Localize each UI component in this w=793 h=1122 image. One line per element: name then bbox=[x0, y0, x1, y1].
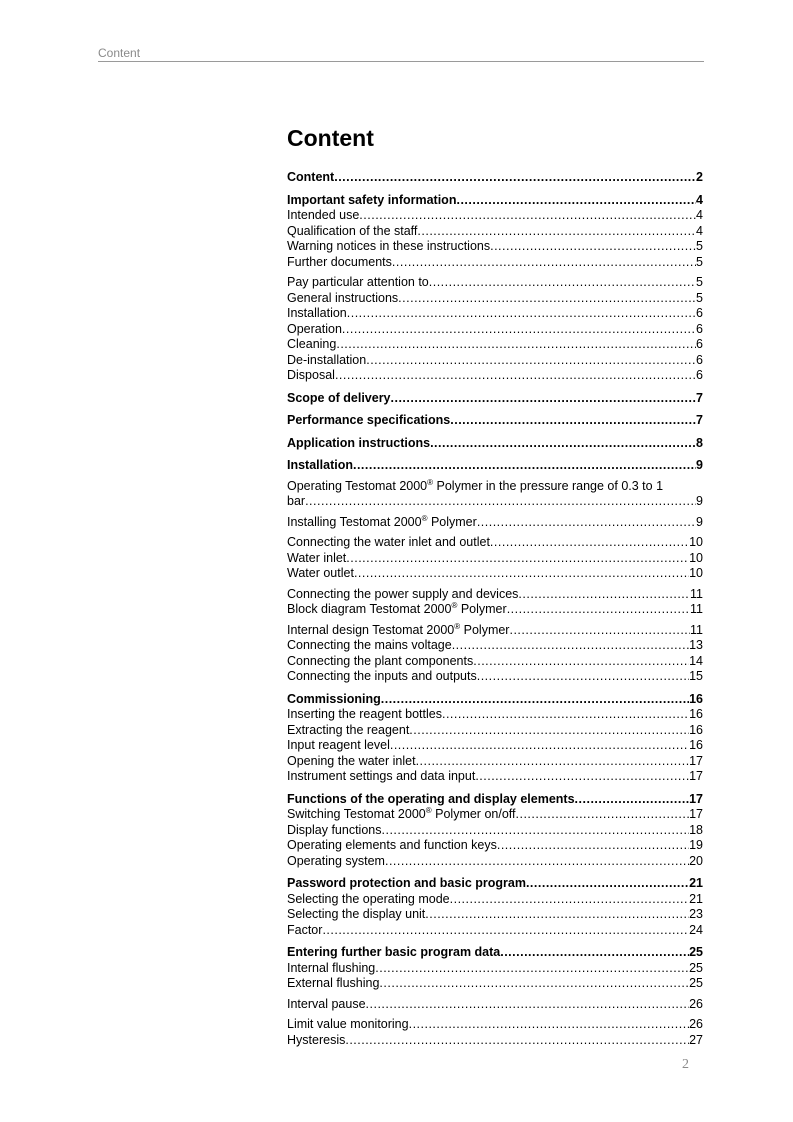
toc-entry[interactable]: Password protection and basic program ..... 21 bbox=[287, 876, 703, 892]
toc-entry[interactable]: Display functions ..... 18 bbox=[287, 823, 703, 839]
toc-entry[interactable]: Selecting the display unit ..... 23 bbox=[287, 907, 703, 923]
toc-entry[interactable]: Limit value monitoring ..... 26 bbox=[287, 1017, 703, 1033]
toc-entry[interactable]: Operating Testomat 2000® Polymer in the pressure range of 0.3 to 1 bar ..... 9 bbox=[287, 479, 703, 510]
toc-entry[interactable]: Important safety information ..... 4 bbox=[287, 193, 703, 209]
toc-entry[interactable]: Connecting the water inlet and outlet ..... 10 bbox=[287, 535, 703, 551]
toc-entry[interactable]: Intended use ..... 4 bbox=[287, 208, 703, 224]
toc-entry[interactable]: Installing Testomat 2000® Polymer ..... 9 bbox=[287, 515, 703, 531]
page-title: Content bbox=[287, 125, 374, 151]
toc-entry[interactable]: Cleaning ..... 6 bbox=[287, 337, 703, 353]
toc-entry[interactable]: Connecting the mains voltage ..... 13 bbox=[287, 638, 703, 654]
running-header: Content bbox=[98, 46, 141, 60]
toc-entry[interactable]: Installation ..... 9 bbox=[287, 458, 703, 474]
toc-entry[interactable]: Block diagram Testomat 2000® Polymer ..... 11 bbox=[287, 602, 703, 618]
toc-entry[interactable]: External flushing ..... 25 bbox=[287, 976, 703, 992]
toc-entry[interactable]: Opening the water inlet ..... 17 bbox=[287, 754, 703, 770]
toc-entry[interactable]: Water outlet ..... 10 bbox=[287, 566, 703, 582]
toc-entry[interactable]: Input reagent level ..... 16 bbox=[287, 738, 703, 754]
toc-entry[interactable]: Entering further basic program data ..... 25 bbox=[287, 945, 703, 961]
toc-entry[interactable]: Switching Testomat 2000® Polymer on/off ..... 17 bbox=[287, 807, 703, 823]
toc-entry[interactable]: Interval pause ..... 26 bbox=[287, 997, 703, 1013]
toc-entry[interactable]: Warning notices in these instructions ..... 5 bbox=[287, 239, 703, 255]
toc-entry[interactable]: Hysteresis ..... 27 bbox=[287, 1033, 703, 1049]
toc-entry[interactable]: Scope of delivery ..... 7 bbox=[287, 391, 703, 407]
toc-entry[interactable]: Operating elements and function keys ..... 19 bbox=[287, 838, 703, 854]
toc-entry[interactable]: Application instructions ..... 8 bbox=[287, 436, 703, 452]
toc-entry[interactable]: Instrument settings and data input ..... 17 bbox=[287, 769, 703, 785]
toc-entry[interactable]: Further documents ..... 5 bbox=[287, 255, 703, 271]
toc-entry[interactable]: Installation ..... 6 bbox=[287, 306, 703, 322]
toc-entry[interactable]: Factor ..... 24 bbox=[287, 923, 703, 939]
toc-entry[interactable]: Water inlet ..... 10 bbox=[287, 551, 703, 567]
toc-entry[interactable]: Internal design Testomat 2000® Polymer ..... 11 bbox=[287, 623, 703, 639]
toc-entry[interactable]: Selecting the operating mode ..... 21 bbox=[287, 892, 703, 908]
toc-entry[interactable]: General instructions ..... 5 bbox=[287, 291, 703, 307]
toc-entry[interactable]: Connecting the plant components ..... 14 bbox=[287, 654, 703, 670]
toc-entry[interactable]: Connecting the power supply and devices ..... 11 bbox=[287, 587, 703, 603]
toc-entry[interactable]: Operating system ..... 20 bbox=[287, 854, 703, 870]
toc-entry[interactable]: Qualification of the staff ..... 4 bbox=[287, 224, 703, 240]
toc-entry[interactable]: De-installation ..... 6 bbox=[287, 353, 703, 369]
header-divider bbox=[98, 61, 704, 62]
toc-entry[interactable]: Functions of the operating and display elements ..... 17 bbox=[287, 792, 703, 808]
page-number: 2 bbox=[682, 1057, 689, 1072]
toc-entry[interactable]: Extracting the reagent ..... 16 bbox=[287, 723, 703, 739]
toc-entry[interactable]: Internal flushing ..... 25 bbox=[287, 961, 703, 977]
table-of-contents bbox=[287, 170, 703, 1048]
toc-entry[interactable]: Connecting the inputs and outputs ..... 15 bbox=[287, 669, 703, 685]
toc-entry[interactable]: Disposal ..... 6 bbox=[287, 368, 703, 384]
toc-entry[interactable]: Operation ..... 6 bbox=[287, 322, 703, 338]
toc-entry[interactable]: Commissioning ..... 16 bbox=[287, 692, 703, 708]
toc-entry[interactable]: Inserting the reagent bottles ..... 16 bbox=[287, 707, 703, 723]
toc-entry[interactable]: Content ..... 2 bbox=[287, 170, 703, 186]
toc-entry[interactable]: Pay particular attention to ..... 5 bbox=[287, 275, 703, 291]
toc-entry[interactable]: Performance specifications ..... 7 bbox=[287, 413, 703, 429]
